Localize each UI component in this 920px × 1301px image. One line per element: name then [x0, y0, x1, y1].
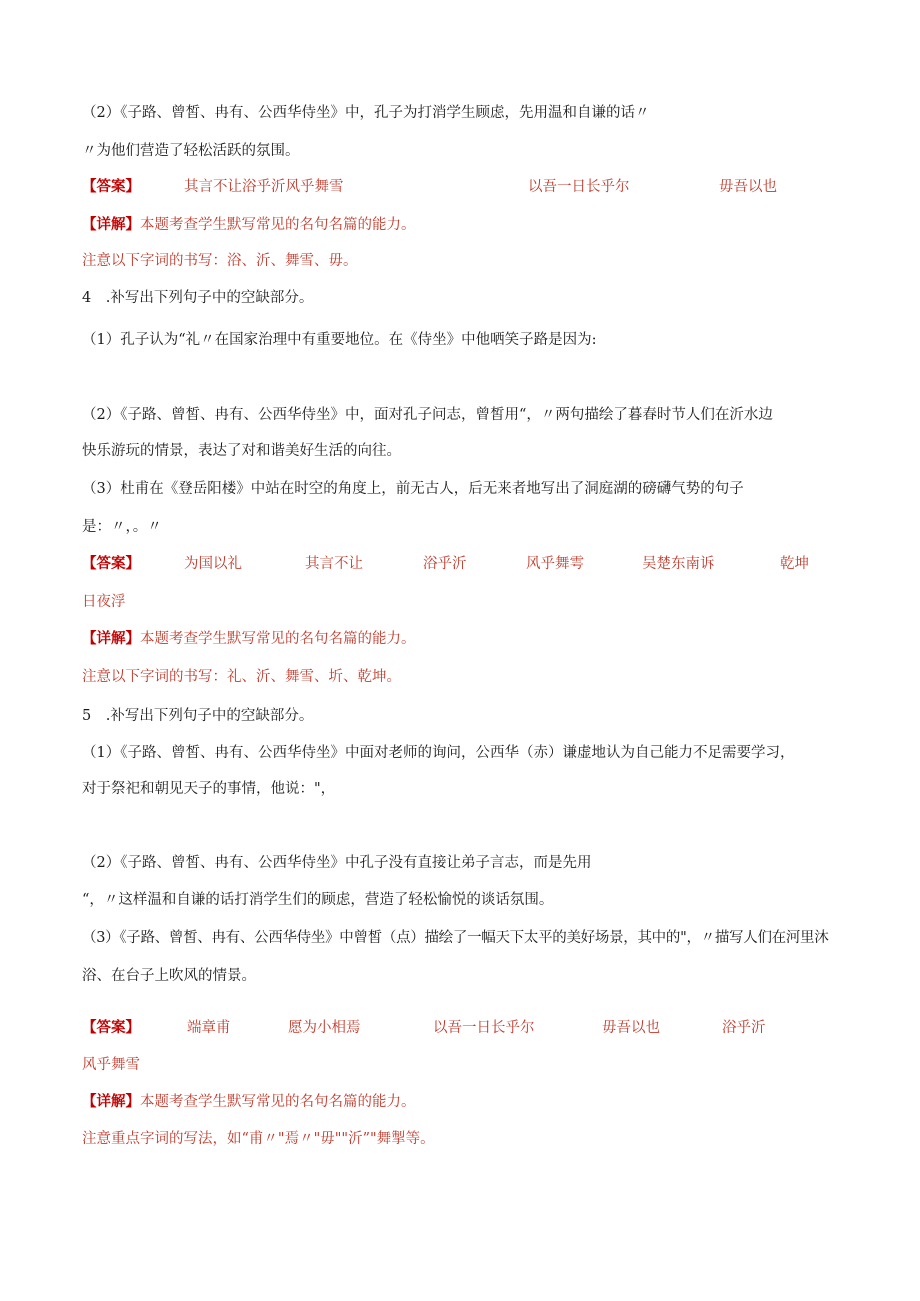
q5-answer-row [82, 1018, 862, 1038]
answer-item: 愿为小相焉 [288, 1020, 361, 1036]
q5-p1-line1: （1）《子路、曾皙、冉有、公西华侍坐》中面对老师的询问，公西华（赤）谦虚地认为自己能力不足需要学习， [82, 745, 795, 761]
detail-text: 本题考查学生默写常见的名句名篇的能力。 [140, 1094, 416, 1110]
q5-note: 注意重点字词的写法，如“甫〃"焉〃"毋""沂”"舞掣等。 [82, 1131, 435, 1147]
answer-label: 【答案】 [82, 178, 140, 195]
answer-item: 端章甫 [187, 1020, 231, 1036]
detail-text: 本题考查学生默写常见的名句名篇的能力。 [140, 217, 416, 233]
answer-item: 为国以礼 [184, 556, 242, 572]
answer-item: 吴楚东南诉 [642, 556, 715, 572]
q4-note: 注意以下字词的书写：礼、沂、舞雪、圻、乾坤。 [82, 669, 401, 685]
q4-p2-line1: （2）《子路、曾皙、冉有、公西华侍坐》中，面对孔子问志，曾皙用“，〃两句描绘了暮春时节人们在沂水边 [82, 407, 773, 423]
q4-answer-continuation: 日夜浮 [82, 594, 126, 610]
q5-p3-line1: （3）《子路、曾皙、冉有、公西华侍坐》中曾皙（点）描绘了一幅天下太平的美好场景，其中的"，〃描写人们在河里沐 [82, 930, 829, 946]
answer-label: 【答案】 [82, 555, 140, 572]
q4-p3-line2: 是：〃，。〃 [82, 519, 162, 535]
answer-item: 浴乎沂 [423, 556, 467, 572]
answer-item: 乾坤 [780, 556, 809, 572]
q3-2-note: 注意以下字词的书写：浴、沂、舞雪、毋。 [82, 253, 358, 269]
answer-label: 【答案】 [82, 1019, 140, 1036]
detail-label: 【详解】 [82, 1093, 140, 1110]
q4-p3-line1: （3）杜甫在《登岳阳楼》中站在时空的角度上，前无古人，后无来者地写出了洞庭湖的磅礴气势的句子 [82, 481, 744, 497]
detail-label: 【详解】 [82, 216, 140, 233]
q5-p2-line2: “，〃这样温和自谦的话打消学生们的顾虑，营造了轻松愉悦的谈话氛围。 [82, 892, 554, 908]
q5-heading: 5 .补写出下列句子中的空缺部分。 [82, 708, 314, 724]
detail-text: 本题考查学生默写常见的名句名篇的能力。 [140, 631, 416, 647]
q5-detail [82, 1092, 416, 1112]
q5-p3-line2: 浴、在台子上吹风的情景。 [82, 968, 256, 984]
q5-p2-line1: （2）《子路、曾皙、冉有、公西华侍坐》中孔子没有直接让弟子言志，而是先用 [82, 855, 592, 871]
q5-answer-continuation: 风乎舞雪 [82, 1057, 140, 1073]
q5-p1-line2: 对于祭祀和朝见天子的事情，他说："， [82, 781, 336, 797]
q3-2-detail [82, 215, 416, 235]
answer-item: 其言不让浴乎沂风乎舞雪 [184, 179, 344, 195]
q4-heading: 4 .补写出下列句子中的空缺部分。 [82, 290, 314, 306]
q3-2-answer-row [82, 177, 862, 197]
answer-item: 以吾一日长乎尔 [528, 179, 630, 195]
q4-p2-line2: 快乐游玩的情景，表达了对和谐美好生活的向往。 [82, 443, 401, 459]
q4-answer-row [82, 554, 862, 574]
q3-2-question-line2: 〃为他们营造了轻松活跃的氛围。 [82, 143, 300, 159]
answer-item: 以吾一日长乎尔 [433, 1020, 535, 1036]
q3-2-question-line1: （2）《子路、曾皙、冉有、公西华侍坐》中，孔子为打消学生顾虑，先用温和自谦的话〃 [82, 105, 650, 121]
answer-item: 毋吾以也 [719, 179, 777, 195]
detail-label: 【详解】 [82, 630, 140, 647]
answer-item: 风乎舞雩 [526, 556, 584, 572]
answer-item: 浴乎沂 [722, 1020, 766, 1036]
q4-detail [82, 629, 416, 649]
answer-item: 毋吾以也 [602, 1020, 660, 1036]
q4-p1: （1）孔子认为“礼〃在国家治理中有重要地位。在《侍坐》中他哂笑子路是因为: [82, 332, 597, 348]
answer-item: 其言不让 [305, 556, 363, 572]
